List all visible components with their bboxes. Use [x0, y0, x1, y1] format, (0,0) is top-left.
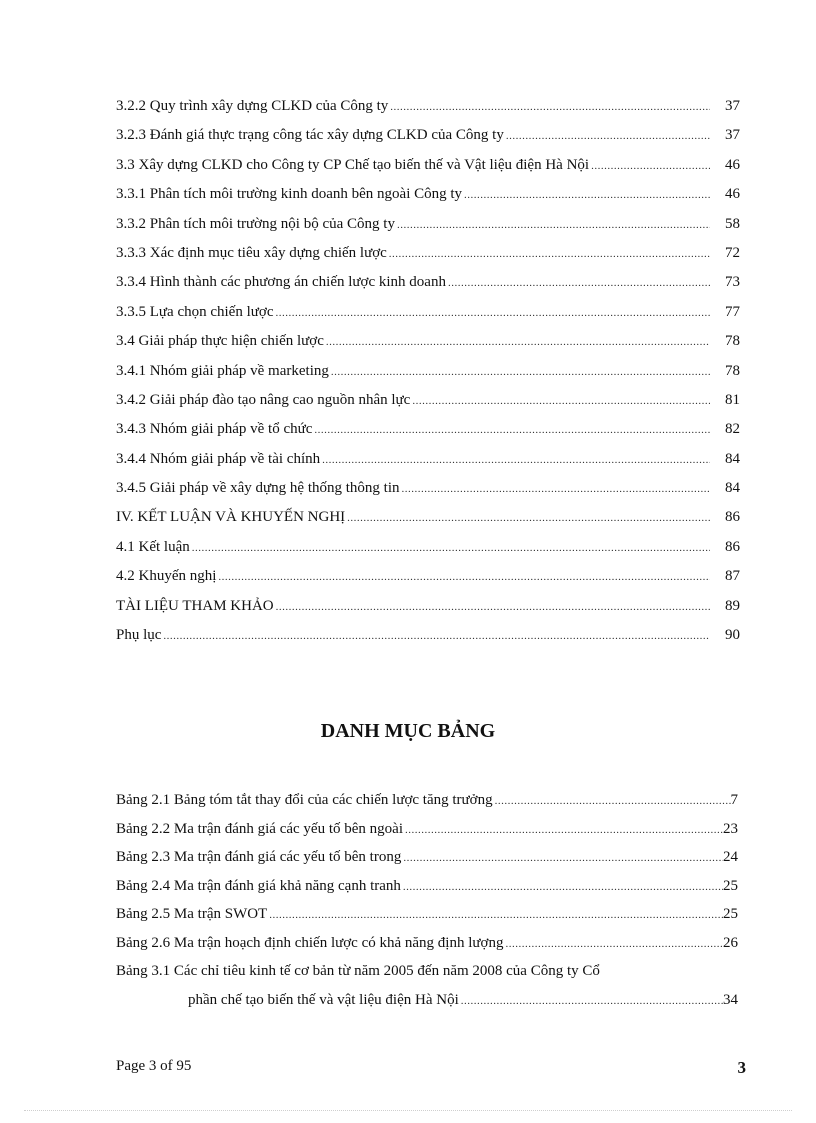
toc-entry-page: 78 [725, 362, 740, 379]
toc-entry-title: 3.4.5 Giải pháp về xây dựng hệ thống thông tin [116, 480, 400, 497]
toc-entry[interactable] [116, 210, 740, 239]
dot-leader [314, 416, 710, 445]
toc-entry-title: TÀI LIỆU THAM KHẢO [116, 597, 274, 614]
dot-leader [402, 475, 710, 504]
toc-entry-title: 3.3.1 Phân tích môi trường kinh doanh bên ngoài Công ty [116, 186, 463, 203]
dot-leader [275, 299, 710, 328]
toc-entry-title: 3.3 Xây dựng CLKD cho Công ty CP Chế tạo biến thế và Vật liệu điện Hà Nội [116, 156, 590, 173]
toc-entry-title: 3.4.2 Giải pháp đào tạo nâng cao nguồn nhân lực [116, 391, 411, 408]
list-of-tables [116, 786, 738, 1014]
toc-entry-title: 3.3.4 Hình thành các phương án chiến lược kinh doanh [116, 274, 446, 291]
toc-entry[interactable] [116, 357, 740, 386]
table-entry-title: Bảng 2.1 Bảng tóm tắt thay đổi của các chiến lược tăng trưởng [116, 792, 493, 808]
table-entry-title: Bảng 2.4 Ma trận đánh giá khả năng cạnh tranh [116, 877, 401, 894]
toc-entry[interactable] [116, 415, 740, 444]
toc-entry-page: 37 [725, 98, 740, 114]
toc-entry-title: 3.4.1 Nhóm giải pháp về marketing [116, 362, 329, 379]
toc-entry-title: IV. KẾT LUẬN VÀ KHUYẾN NGHỊ [116, 509, 346, 526]
dot-leader [403, 873, 723, 902]
toc-entry-page: 84 [725, 480, 740, 497]
toc-entry-title: Phụ lục [116, 627, 162, 644]
toc-entry[interactable] [116, 151, 740, 180]
toc-entry-page: 77 [725, 303, 740, 320]
toc-entry[interactable] [116, 533, 740, 562]
dot-leader [322, 446, 710, 475]
toc-entry-title: 3.3.2 Phân tích môi trường nội bộ của Công ty [116, 215, 395, 232]
toc-entry-page: 58 [725, 215, 740, 232]
dot-leader [461, 987, 723, 1016]
dot-leader [495, 787, 731, 816]
toc-entry-page: 46 [725, 156, 740, 173]
toc-entry-page: 82 [725, 421, 740, 438]
dot-leader [276, 593, 710, 622]
table-entry-title: Bảng 3.1 Các chỉ tiêu kinh tế cơ bản từ năm 2005 đến năm 2008 của Công ty Cổ [116, 963, 600, 979]
toc-entry-page: 90 [725, 627, 740, 644]
toc-entry-title: 3.4.4 Nhóm giải pháp về tài chính [116, 450, 321, 467]
table-entry-page: 25 [723, 906, 738, 922]
toc-entry[interactable] [116, 445, 740, 474]
table-entry-page: 34 [723, 991, 738, 1008]
toc-entry[interactable] [116, 239, 740, 268]
dot-leader [464, 181, 710, 210]
toc-entry-title: 3.2.2 Quy trình xây dựng CLKD của Công ty [116, 98, 389, 114]
dot-leader [347, 504, 710, 533]
toc-entry-page: 73 [725, 274, 740, 291]
toc-entry-page: 81 [725, 391, 740, 408]
dot-leader [506, 122, 710, 151]
dot-leader [218, 563, 710, 592]
table-entry-page: 26 [723, 934, 738, 951]
toc-entry-title: 3.4.3 Nhóm giải pháp về tổ chức [116, 421, 313, 438]
dot-leader [405, 816, 723, 845]
table-entry[interactable] [116, 929, 738, 958]
toc-entry-title: 3.4 Giải pháp thực hiện chiến lược [116, 333, 324, 350]
toc-entry[interactable] [116, 621, 740, 650]
table-entry[interactable] [116, 957, 738, 986]
table-entry-page: 24 [723, 849, 738, 865]
dot-leader [331, 358, 710, 387]
toc-entry[interactable] [116, 474, 740, 503]
toc-entry-page: 86 [725, 538, 740, 555]
table-entry-page: 7 [730, 792, 738, 808]
toc-entry[interactable] [116, 327, 740, 356]
toc-entry[interactable] [116, 503, 740, 532]
dot-leader [389, 240, 710, 269]
table-entry-page: 25 [723, 877, 738, 894]
table-entry-title: Bảng 2.6 Ma trận hoạch định chiến lược có khả năng định lượng [116, 934, 504, 951]
dot-leader [163, 622, 710, 651]
table-entry[interactable] [116, 786, 738, 815]
toc-entry[interactable] [116, 298, 740, 327]
table-entry-title: Bảng 2.5 Ma trận SWOT [116, 906, 268, 922]
toc-entry-title: 3.2.3 Đánh giá thực trạng công tác xây dựng CLKD của Công ty [116, 127, 504, 144]
page-of-label: Page 3 of 95 [116, 1058, 192, 1074]
toc-entry-page: 72 [725, 244, 740, 261]
toc-entry[interactable] [116, 121, 740, 150]
toc-entry-title: 3.3.5 Lựa chọn chiến lược [116, 303, 274, 320]
table-of-contents [116, 92, 740, 650]
toc-entry[interactable] [116, 386, 740, 415]
toc-entry[interactable] [116, 92, 740, 121]
toc-entry-title: 4.1 Kết luận [116, 538, 190, 555]
toc-entry[interactable] [116, 180, 740, 209]
table-entry[interactable] [116, 843, 738, 872]
table-entry[interactable] [116, 815, 738, 844]
toc-entry[interactable] [116, 562, 740, 591]
toc-entry-title: 3.3.3 Xác định mục tiêu xây dựng chiến lược [116, 244, 387, 261]
toc-entry-page: 78 [725, 333, 740, 350]
toc-entry-page: 87 [725, 568, 740, 585]
dot-leader [269, 901, 723, 930]
toc-entry-page: 89 [725, 597, 740, 614]
dot-leader [397, 211, 710, 240]
table-entry-title: Bảng 2.3 Ma trận đánh giá các yếu tố bên trong [116, 849, 402, 865]
toc-entry[interactable] [116, 592, 740, 621]
dot-leader [390, 93, 710, 122]
toc-entry-page: 46 [725, 186, 740, 203]
table-entry-title: Bảng 2.2 Ma trận đánh giá các yếu tố bên ngoài [116, 820, 403, 837]
page-bottom-border [24, 1110, 792, 1111]
toc-entry-page: 84 [725, 450, 740, 467]
table-entry-title-continuation: phần chế tạo biến thế và vật liệu điện Hà Nội [188, 991, 459, 1008]
dot-leader [505, 930, 723, 959]
dot-leader [192, 534, 710, 563]
dot-leader [403, 844, 723, 873]
table-entry[interactable] [116, 872, 738, 901]
table-entry[interactable] [116, 900, 738, 929]
toc-entry-title: 4.2 Khuyến nghị [116, 568, 217, 585]
page-number: 3 [737, 1058, 746, 1077]
toc-entry-page: 37 [725, 127, 740, 144]
table-entry-continuation[interactable] [116, 986, 738, 1015]
dot-leader [326, 328, 710, 357]
toc-entry-page: 86 [725, 509, 740, 526]
dot-leader [591, 152, 710, 181]
dot-leader [448, 269, 710, 298]
dot-leader [412, 387, 710, 416]
toc-entry[interactable] [116, 268, 740, 297]
list-of-tables-heading: DANH MỤC BẢNG [320, 720, 496, 742]
table-entry-page: 23 [723, 820, 738, 837]
